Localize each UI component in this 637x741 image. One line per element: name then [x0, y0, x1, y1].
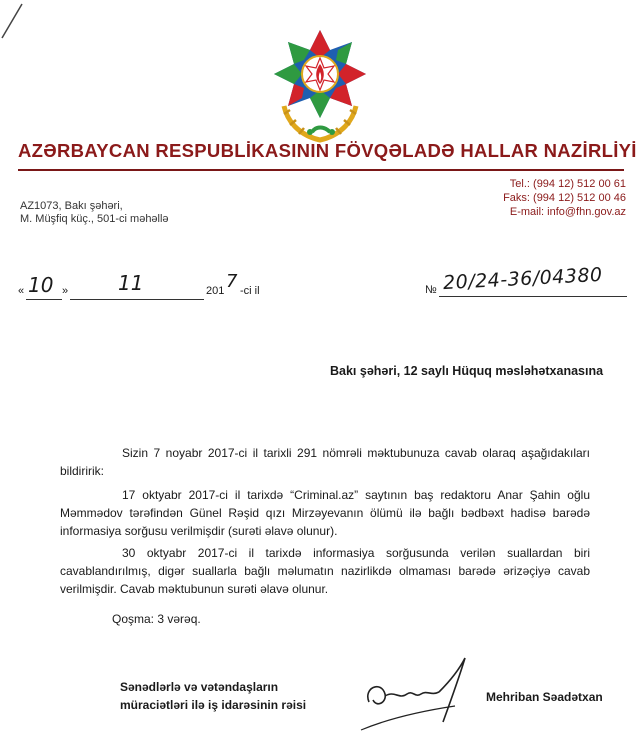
date-year-prefix: 201	[206, 285, 225, 297]
date-day: 10	[28, 273, 54, 297]
date-close-quote: »	[62, 285, 69, 297]
document-number	[425, 262, 630, 302]
signatory-title-line-2: müraciətləri ilə iş idarəsinin rəisi	[120, 698, 307, 712]
attachment-note: Qoşma: 3 vərəq.	[112, 612, 201, 626]
recipient: Bakı şəhəri, 12 saylı Hüquq məsləhətxanasına	[330, 364, 604, 378]
corner-mark	[0, 0, 24, 40]
doc-number-value: 20/24-36/04380	[442, 263, 604, 295]
address-line-2: M. Müşfiq küç., 501-ci məhəllə	[20, 213, 169, 225]
signer-name: Mehriban Səadətxan	[486, 690, 603, 704]
body-paragraph-1: Sizin 7 noyabr 2017-ci il tarixli 291 nömrəli məktubunuza cavab olaraq aşağıdakıları bildiririk:	[60, 446, 590, 478]
handwritten-signature	[355, 650, 485, 740]
doc-number-label: №	[425, 284, 437, 296]
date-month: 11	[118, 271, 144, 295]
address-line-1: AZ1073, Bakı şəhəri,	[20, 200, 123, 212]
state-emblem-icon	[272, 28, 368, 144]
signatory-title-line-1: Sənədlərlə və vətəndaşların	[120, 680, 279, 694]
email-address: E-mail: info@fhn.gov.az	[509, 206, 626, 218]
date-year-digit: 7	[226, 271, 238, 292]
doc-number-underline	[439, 296, 627, 297]
ministry-name: AZƏRBAYCAN RESPUBLİKASININ FÖVQƏLADƏ HALLAR NAZİRLİYİ	[18, 140, 637, 161]
ministry-contacts	[440, 177, 626, 219]
signatory-title	[120, 678, 306, 714]
document-date	[18, 271, 288, 305]
day-underline	[26, 299, 62, 300]
body-paragraph-2: 17 oktyabr 2017-ci il tarixdə “Criminal.az” saytının baş redaktoru Anar Şahin oğlu Məmmədov tərəfindən Günel Rəşid qızı Mirzəyevanın ölümü ilə bağlı bədbəxt hadisə barədə informasiya sorğusu verilmişdir (surəti əlavə olunur).	[60, 488, 590, 538]
date-suffix: -ci il	[240, 285, 260, 297]
phone-number: Tel.: (994 12) 512 00 61	[509, 178, 626, 190]
ministry-address	[20, 200, 169, 226]
month-underline	[70, 299, 204, 300]
body-paragraph-3: 30 oktyabr 2017-ci il tarixdə informasiya sorğusunda verilən suallardan biri cavablandırılmış, digər suallarla bağlı məlumatın nazirlikdə olmaması barədə ərizəçiyə cavab verilmişdir. Cavab məktubunun surəti əlavə olunur.	[60, 546, 590, 596]
header-divider	[18, 169, 624, 171]
fax-number: Faks: (994 12) 512 00 46	[503, 192, 626, 204]
date-open-quote: «	[18, 285, 25, 297]
